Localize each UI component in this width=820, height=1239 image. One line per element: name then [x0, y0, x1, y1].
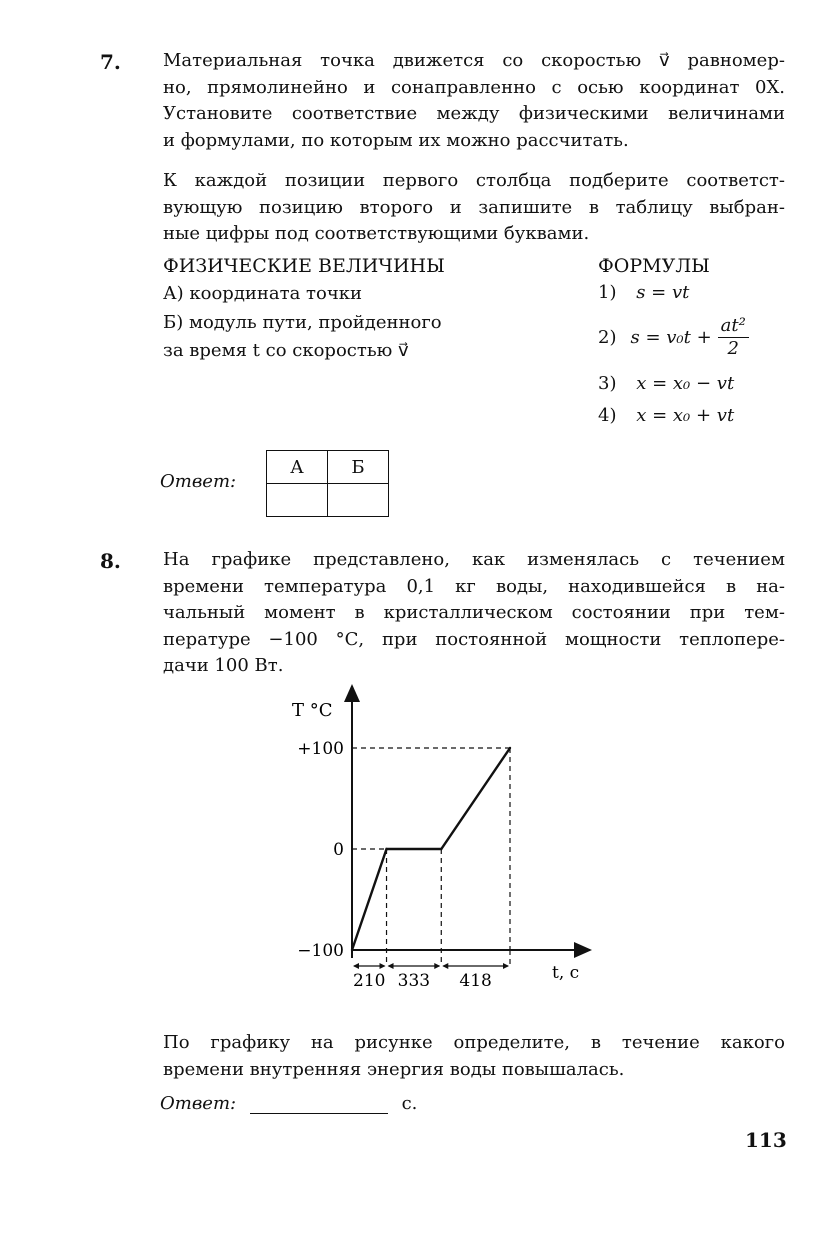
task-7-instr-word: выбран-: [709, 196, 785, 218]
formula-1: [598, 282, 689, 303]
task-8-word: при: [689, 602, 726, 623]
task-7-instr-word: в: [588, 196, 599, 218]
task-8-word: в: [354, 602, 365, 623]
data-point: [351, 949, 353, 951]
segment-arrow-head: [434, 963, 440, 969]
task-8-word: воды,: [495, 575, 549, 597]
formula-3-text: x = x₀ − vt: [636, 373, 735, 394]
task-8-q-word: рисунке: [354, 1032, 433, 1053]
segment-label: 333: [397, 971, 431, 991]
task-7-word: и: [363, 76, 376, 98]
task-7-instr-word: второго: [359, 196, 434, 218]
task-7-word: координат: [639, 76, 740, 98]
task-7-word: v⃗: [658, 50, 670, 71]
task-7-line: [163, 103, 785, 124]
task-7-answer-label: Ответ:: [160, 471, 237, 492]
formula-4-text: x = x₀ + vt: [636, 405, 735, 426]
task-8-line: [163, 549, 785, 570]
task-8-q-word: на: [310, 1032, 334, 1053]
task-7-word: соответствие: [291, 103, 418, 124]
task-8-word: тем-: [744, 602, 785, 623]
segment-arrow-head: [442, 963, 448, 969]
formula-2-numerator: at²: [718, 315, 749, 338]
formula-3-num: 3): [598, 373, 617, 394]
task-8-word: кристаллическом: [383, 602, 553, 623]
task-8-word: дачи 100 Вт.: [163, 655, 284, 676]
task-7-word: но,: [163, 76, 192, 98]
task-7-word: сонаправленно: [390, 76, 536, 98]
task-7-word: точка: [320, 50, 375, 71]
task-8-q-line: [163, 1032, 785, 1053]
task-7-word: между: [436, 103, 500, 124]
task-7-line: [163, 130, 785, 151]
formula-1-num: 1): [598, 282, 617, 303]
task-8-word: представлено,: [313, 549, 450, 570]
answer-cell-b[interactable]: [328, 484, 389, 517]
task-8-word: при: [381, 628, 418, 650]
task-7-word: и формулами, по которым их можно рассчитать.: [163, 129, 629, 151]
task-8-word: находившейся: [568, 575, 706, 597]
task-8-word: теплопере-: [679, 628, 785, 650]
y-axis-label: T °C: [292, 700, 333, 721]
quantity-b-line1: Б) модуль пути, пройденного: [163, 312, 442, 333]
task-8-q-word: течение: [621, 1032, 700, 1053]
task-7-instr-word: ные цифры под соответствующими буквами.: [163, 223, 590, 244]
task-8-q-word: в: [590, 1032, 602, 1053]
task-8-word: в: [725, 575, 737, 597]
task-8-word: чальный: [163, 602, 246, 623]
task-8-word: изменялась: [527, 549, 640, 570]
task-8-line: [163, 629, 785, 650]
task-7-word: со: [502, 50, 524, 71]
task-8-answer: [160, 1093, 417, 1114]
task-8-word: графике: [211, 549, 292, 570]
task-7-instr-word: первого: [382, 170, 459, 191]
formula-4: [598, 405, 734, 426]
task-7-word: Материальная: [163, 50, 303, 71]
segment-arrow-head: [380, 963, 386, 969]
task-7-word: движется: [392, 50, 485, 71]
task-8-word: На: [163, 549, 190, 570]
task-8-word: °С,: [335, 628, 365, 650]
task-8-q-line: [163, 1059, 785, 1080]
answer-table: [266, 450, 389, 517]
task-7-instr-word: подберите: [569, 170, 669, 191]
task-7-word: физическими: [518, 103, 649, 124]
formulas-header: ФОРМУЛЫ: [598, 255, 710, 277]
segment-label: 210: [353, 971, 386, 991]
task-7-instr-word: позицию: [259, 196, 343, 218]
task-7-instr-word: запишите: [478, 196, 573, 218]
task-8-q-word: какого: [720, 1032, 785, 1053]
task-8-number: 8.: [100, 549, 121, 573]
formula-3: [598, 373, 734, 394]
task-7-instr-line: [163, 223, 785, 244]
temperature-chart: [280, 680, 610, 1000]
segment-arrow-head: [353, 963, 359, 969]
task-8-line: [163, 602, 785, 623]
task-8-word: на-: [756, 575, 785, 597]
data-point: [440, 848, 442, 850]
formula-1-text: s = vt: [636, 282, 690, 303]
task-7-instr-word: таблицу: [615, 196, 693, 218]
task-7-instr-word: К: [163, 170, 177, 191]
task-7-word: с: [551, 76, 562, 98]
formula-2-denominator: 2: [727, 338, 739, 359]
page-number: 113: [745, 1128, 787, 1152]
y-tick-label: +100: [297, 739, 344, 759]
data-point: [385, 848, 387, 850]
task-8-word: с: [661, 549, 672, 570]
segment-label: 418: [459, 971, 492, 991]
task-8-word: как: [471, 549, 506, 570]
task-8-answer-field[interactable]: [250, 1095, 388, 1114]
formula-4-num: 4): [598, 405, 617, 426]
y-tick-label: 0: [333, 840, 344, 860]
task-7-instr-line: [163, 170, 785, 191]
task-8-word: −100: [268, 628, 318, 650]
x-axis-label: t, c: [552, 963, 580, 983]
task-7-line: [163, 50, 785, 71]
segment-arrow-head: [388, 963, 394, 969]
task-7-instr-word: соответст-: [686, 170, 785, 191]
task-7-instr-word: и: [449, 196, 462, 218]
task-8-q-word: графику: [210, 1032, 291, 1053]
task-8-word: кг: [455, 575, 476, 597]
segment-arrow-head: [503, 963, 509, 969]
task-7-word: прямолинейно: [207, 76, 348, 98]
answer-cell-a[interactable]: [267, 484, 328, 517]
task-8-line: [163, 576, 785, 597]
task-8-q-word: времени внутренняя энергия воды повышалась.: [163, 1058, 625, 1080]
answer-col-b: Б: [328, 451, 389, 484]
task-7-instr-word: каждой: [194, 170, 268, 191]
task-7-word: Установите: [163, 103, 273, 124]
quantity-b-line2: за время t со скоростью v⃗: [163, 340, 409, 361]
task-7-instr-word: столбца: [475, 170, 552, 191]
data-point: [509, 747, 511, 749]
task-8-word: течением: [693, 549, 785, 570]
task-7-number: 7.: [100, 50, 121, 74]
formula-2-fraction: [718, 315, 749, 360]
task-8-word: постоянной: [435, 628, 548, 650]
task-8-word: пературе: [163, 628, 251, 650]
task-7-word: 0X.: [755, 76, 785, 98]
formula-2: [598, 315, 749, 360]
formula-2-num: 2): [598, 327, 617, 348]
formula-2-text: s = v₀t +: [630, 327, 712, 348]
task-8-word: состоянии: [571, 602, 671, 623]
task-7-word: равномер-: [687, 50, 785, 71]
quantities-header: ФИЗИЧЕСКИЕ ВЕЛИЧИНЫ: [163, 255, 445, 277]
task-8-line: [163, 655, 785, 676]
task-7-word: величинами: [668, 103, 785, 124]
quantity-a: А) координата точки: [163, 283, 362, 304]
task-8-word: температура: [264, 575, 387, 597]
task-7-word: осью: [577, 76, 624, 98]
y-tick-label: −100: [297, 941, 344, 961]
task-8-q-word: По: [163, 1032, 190, 1053]
task-8-answer-unit: с.: [401, 1093, 418, 1114]
answer-col-a: А: [267, 451, 328, 484]
task-7-word: скоростью: [541, 50, 642, 71]
task-8-answer-label: Ответ:: [160, 1093, 237, 1114]
task-7-instr-word: вующую: [163, 196, 243, 218]
task-7-line: [163, 77, 785, 98]
task-8-q-word: определите,: [453, 1032, 571, 1053]
task-8-word: момент: [264, 602, 336, 623]
task-8-word: времени: [163, 575, 244, 597]
task-7-instr-line: [163, 197, 785, 218]
task-8-word: мощности: [564, 628, 662, 650]
temperature-line: [352, 748, 510, 950]
task-7-instr-word: позиции: [284, 170, 366, 191]
task-8-word: 0,1: [406, 575, 436, 597]
